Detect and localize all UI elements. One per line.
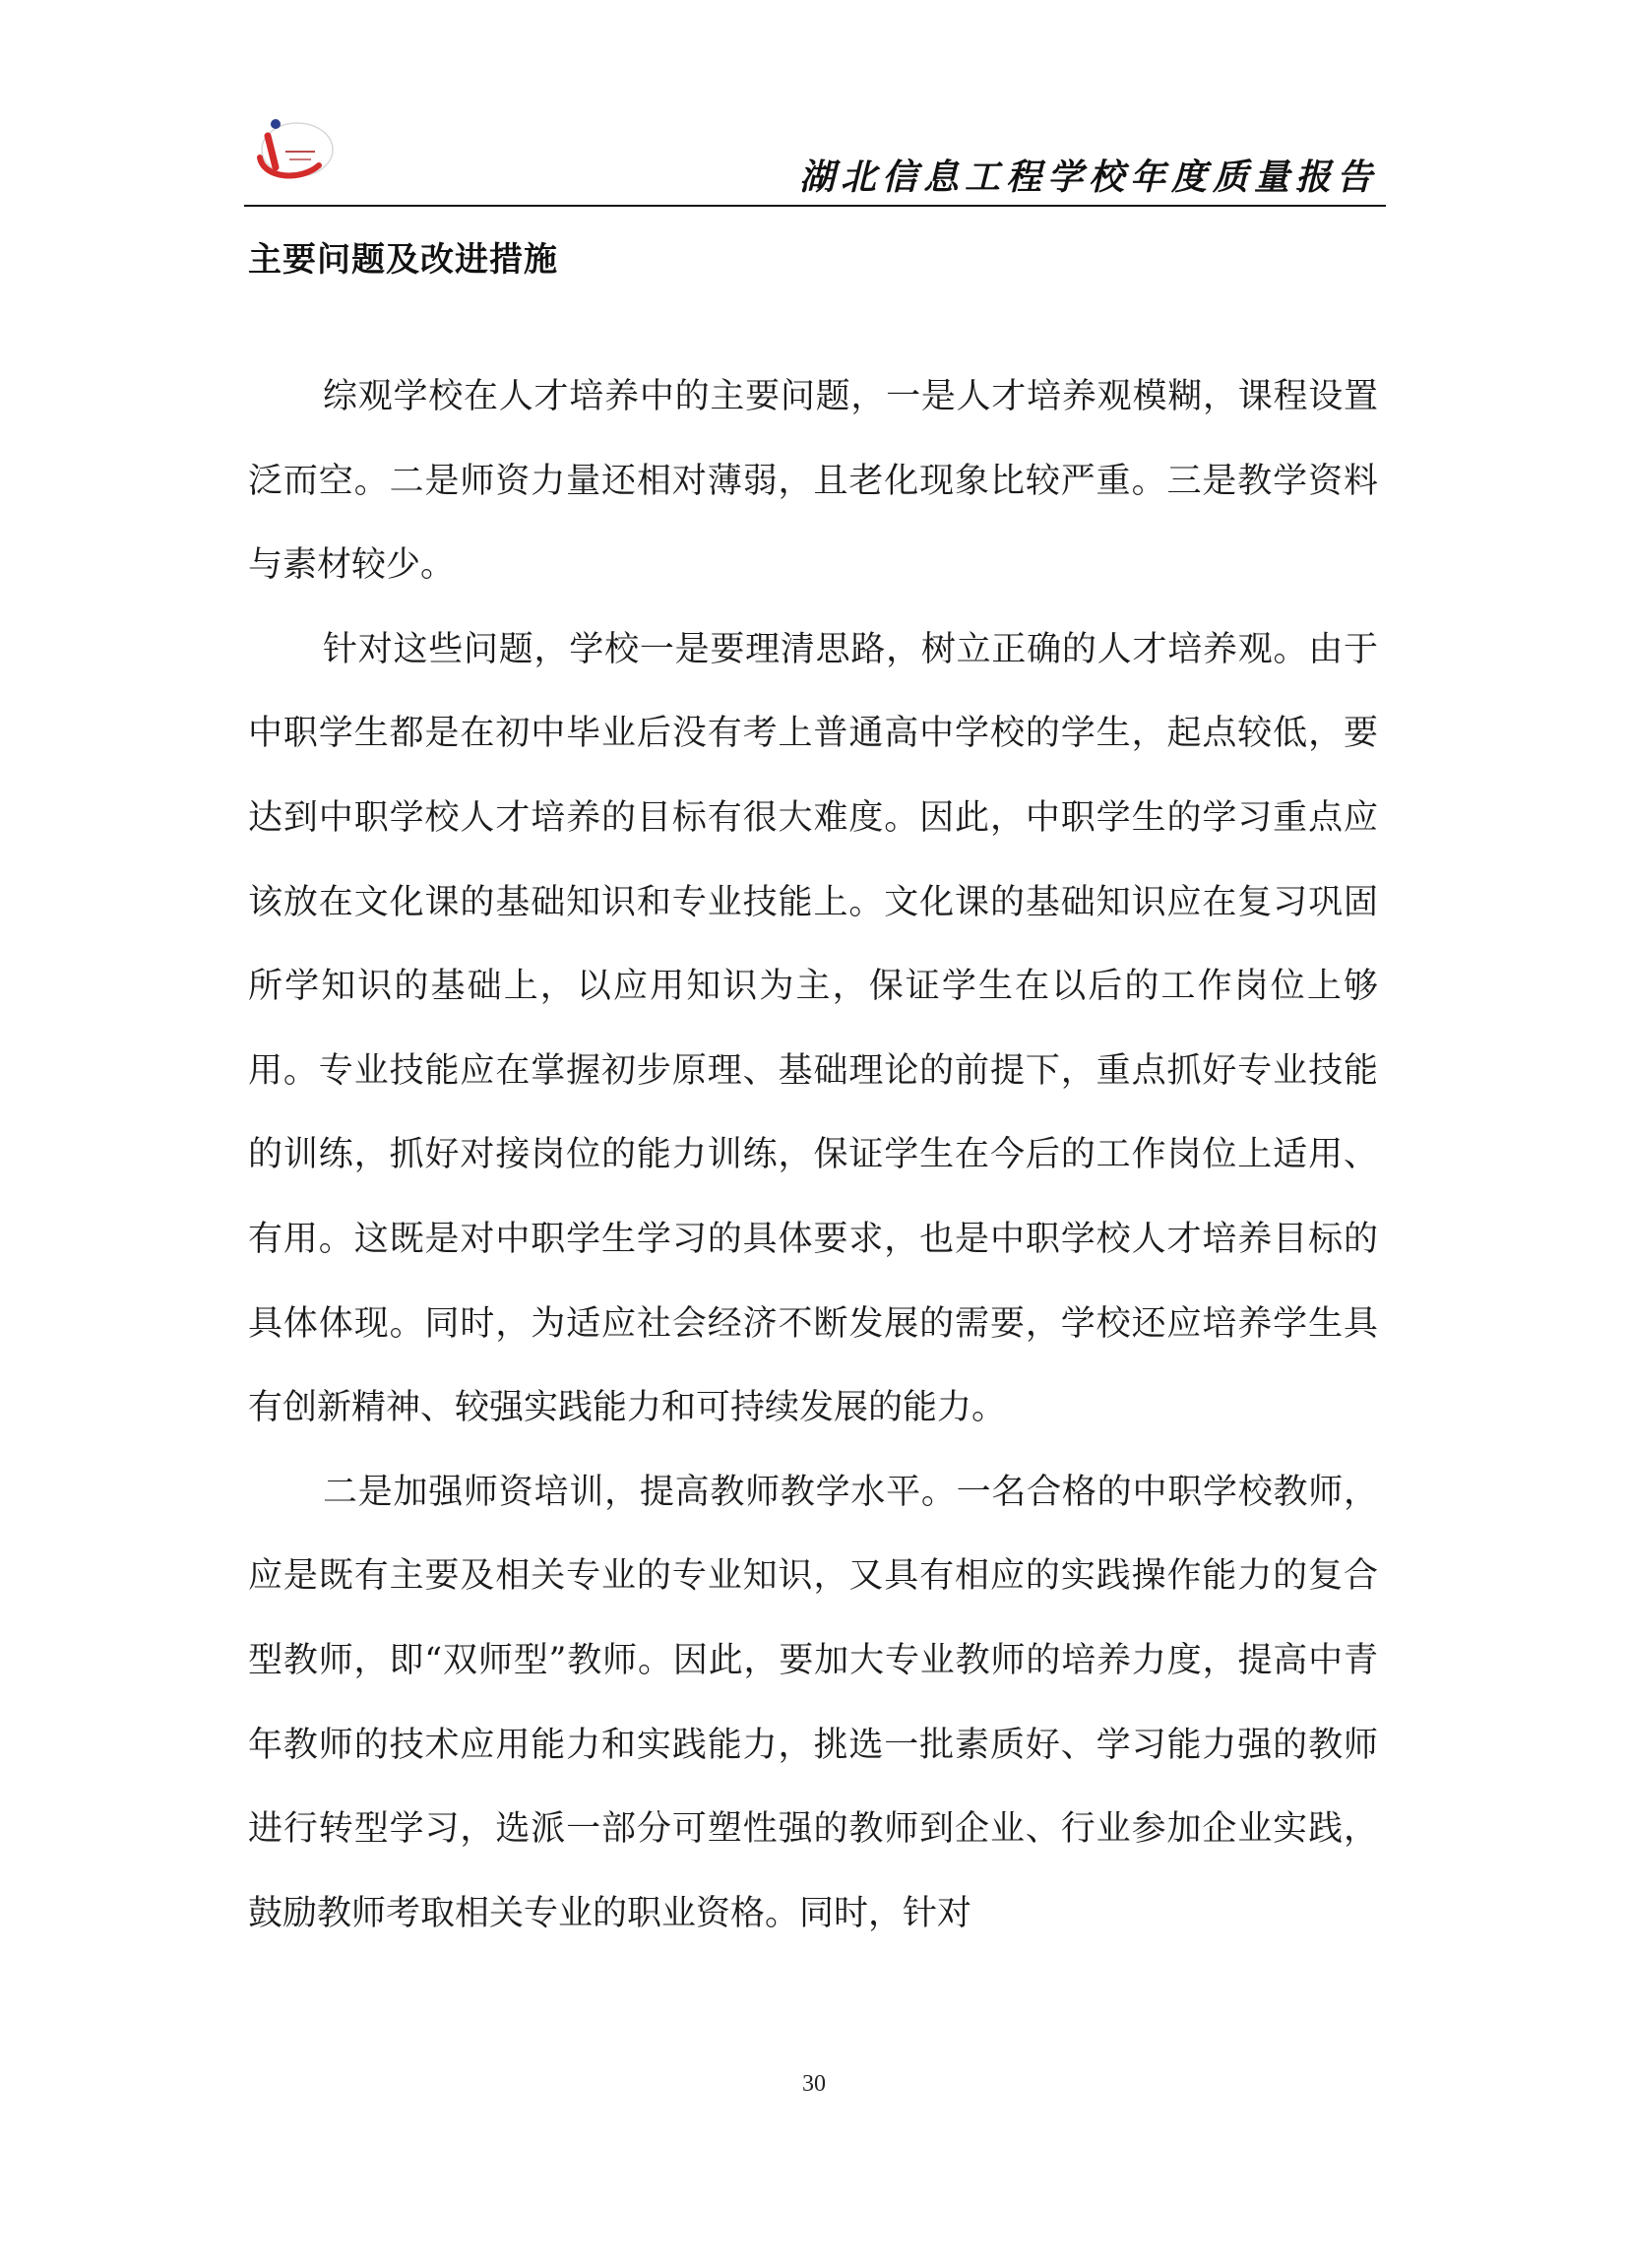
header-divider [244, 205, 1386, 207]
paragraph: 针对这些问题，学校一是要理清思路，树立正确的人才培养观。由于中职学生都是在初中毕业后没有考上普通高中学校的学生，起点较低，要达到中职学校人才培养的目标有很大难度。因此，中职学生的学习重点应该放在文化课的基础知识和专业技能上。文化课的基础知识应在复习巩固所学知识的基础上，以应用知识为主，保证学生在以后的工作岗位上够用。专业技能应在掌握初步原理、基础理论的前提下，重点抓好专业技能的训练，抓好对接岗位的能力训练，保证学生在今后的工作岗位上适用、有用。这既是对中职学生学习的具体要求，也是中职学校人才培养目标的具体体现。同时，为适应社会经济不断发展的需要，学校还应培养学生具有创新精神、较强实践能力和可持续发展的能力。 [248, 629, 1378, 1428]
paragraph: 综观学校在人才培养中的主要问题，一是人才培养观模糊，课程设置泛而空。二是师资力量还相对薄弱，且老化现象比较严重。三是教学资料与素材较少。 [248, 377, 1378, 586]
body-text [248, 355, 1378, 1956]
section-heading: 主要问题及改进措施 [248, 240, 558, 280]
school-logo-icon [246, 110, 337, 189]
page-header [244, 110, 1386, 209]
page-number: 30 [802, 2071, 826, 2097]
report-title: 湖北信息工程学校年度质量报告 [798, 157, 1378, 198]
paragraph: 二是加强师资培训，提高教师教学水平。一名合格的中职学校教师，应是既有主要及相关专业的专业知识，又具有相应的实践操作能力的复合型教师，即“双师型”教师。因此，要加大专业教师的培养力度，提高中青年教师的技术应用能力和实践能力，挑选一批素质好、学习能力强的教师进行转型学习，选派一部分可塑性强的教师到企业、行业参加企业实践，鼓励教师考取相关专业的职业资格。同时，针对 [248, 1472, 1378, 1933]
